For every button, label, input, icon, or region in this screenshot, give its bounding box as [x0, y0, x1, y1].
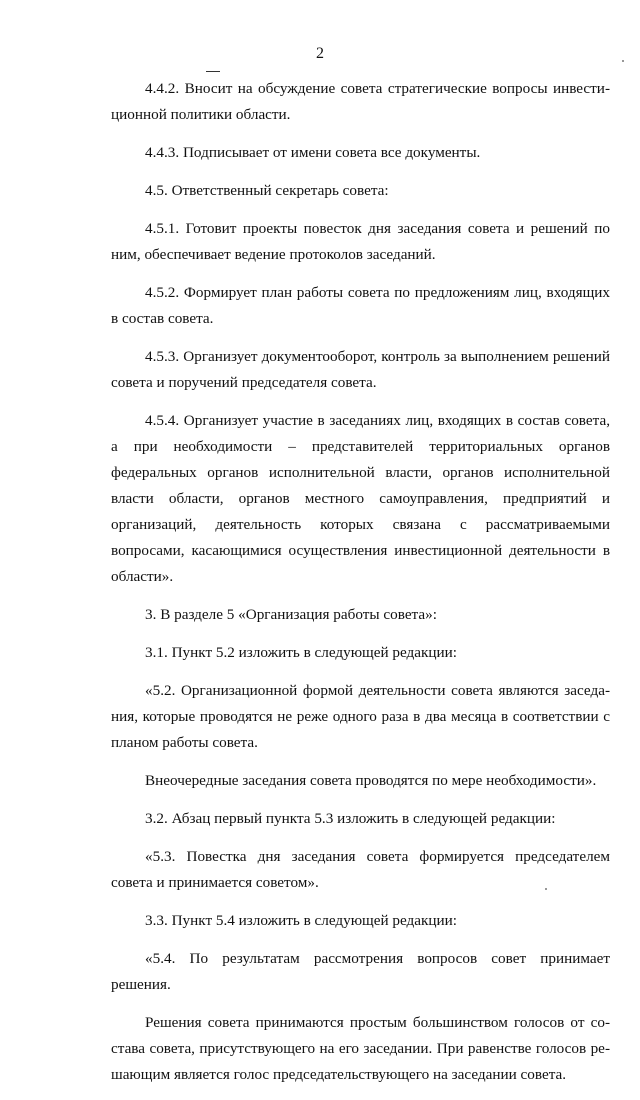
scan-mark: [206, 71, 220, 72]
paragraph-3: 3. В разделе 5 «Организация работы совета»:: [145, 606, 437, 623]
paragraph-4-5-3: 4.5.3. Организует документооборот, контроль за выполнением решений совета и поручений председателя совета.: [111, 348, 610, 391]
paragraph-4-4-2: 4.4.2. Вносит на обсуждение совета стратегические вопросы инвестиционной политики области.: [111, 80, 610, 123]
document-body: [111, 76, 610, 1100]
paragraph-decisions: Решения совета принимаются простым большинством голосов от состава совета, присутствующего на его заседании. При равенстве голосов решающим является голос председательствующего на заседании совета.: [111, 1014, 610, 1083]
paragraph-4-5: 4.5. Ответственный секретарь совета:: [145, 182, 389, 199]
paragraph-3-2: 3.2. Абзац первый пункта 5.3 изложить в следующей редакции:: [145, 810, 556, 827]
scan-speck: [622, 60, 624, 62]
paragraph-4-5-2: 4.5.2. Формирует план работы совета по предложениям лиц, входящих в состав совета.: [111, 284, 610, 327]
paragraph-3-3: 3.3. Пункт 5.4 изложить в следующей редакции:: [145, 912, 458, 929]
paragraph-5-2: «5.2. Организационной формой деятельности совета являются заседания, которые проводятся не реже одного раза в два месяца в соответствии с планом работы совета.: [111, 682, 610, 751]
paragraph-3-1: 3.1. Пункт 5.2 изложить в следующей редакции:: [145, 644, 458, 661]
paragraph-5-3: «5.3. Повестка дня заседания совета формируется председателем совета и принимается советом».: [111, 848, 610, 891]
scan-speck: [545, 888, 547, 890]
paragraph-5-4: «5.4. По результатам рассмотрения вопросов совет принимает решения.: [111, 950, 610, 993]
paragraph-4-5-1: 4.5.1. Готовит проекты повесток дня заседания совета и решений по ним, обеспечивает ведение протоколов заседаний.: [111, 220, 610, 263]
paragraph-4-4-3: 4.4.3. Подписывает от имени совета все документы.: [145, 144, 481, 161]
paragraph-4-5-4: 4.5.4. Организует участие в заседаниях лиц, входящих в состав совета, а при необходимости – представителей территориальных органов федеральных органов исполнительной власти, органов исполнительной власти области, органов местного самоуправления, предприятий и организаций, деятельность которых связана с рассматриваемыми вопросами, касающимися осуществления инвестиционной деятельности в области».: [111, 412, 610, 585]
page-number: 2: [316, 45, 324, 62]
paragraph-extraordinary-meetings: Внеочередные заседания совета проводятся по мере необходимости».: [145, 772, 597, 789]
